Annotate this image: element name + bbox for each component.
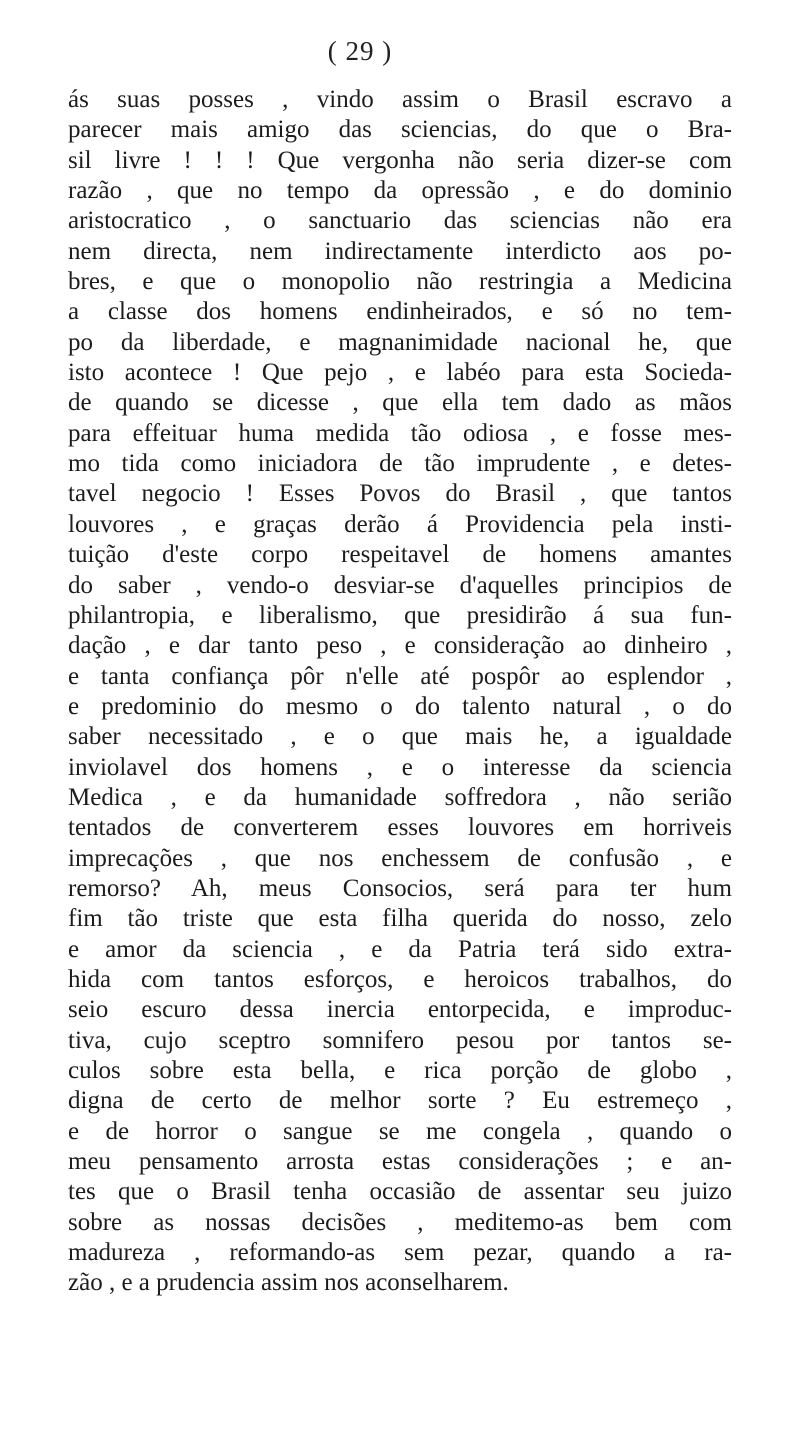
text-line: e predominio do mesmo o do talento natural , o do <box>68 692 732 720</box>
text-line: a classe dos homens endinheirados, e só no tem- <box>68 298 732 326</box>
text-line: louvores , e graças derão á Providencia pela insti- <box>68 510 732 538</box>
text-line: tavel negocio ! Esses Povos do Brasil , que tantos <box>68 480 732 508</box>
text-line: tiva, cujo sceptro somnifero pesou por tantos se- <box>68 1026 732 1054</box>
text-line: zão , e a prudencia assim nos aconselharem. <box>68 1269 509 1297</box>
text-line: do saber , vendo-o desviar-se d'aquelles principios de <box>68 571 732 599</box>
text-line: tuição d'este corpo respeitavel de homens amantes <box>68 541 732 569</box>
text-line: imprecações , que nos enchessem de confusão , e <box>68 844 732 872</box>
text-line: Medica , e da humanidade soffredora , não serião <box>68 783 732 811</box>
text-line: de quando se dicesse , que ella tem dado as mãos <box>68 389 732 417</box>
text-line: madureza , reformando-as sem pezar, quando a ra- <box>68 1239 732 1267</box>
text-line: po da liberdade, e magnanimidade nacional he, que <box>68 328 732 356</box>
text-line: e tanta confiança pôr n'elle até pospôr ao esplendor , <box>68 662 732 690</box>
text-line: hida com tantos esforços, e heroicos trabalhos, do <box>68 965 732 993</box>
text-line: mo tida como iniciadora de tão imprudente , e detes- <box>68 450 732 478</box>
text-line: tes que o Brasil tenha occasião de assentar seu juizo <box>68 1178 732 1206</box>
text-line: remorso? Ah, meus Consocios, será para ter hum <box>68 874 732 902</box>
text-line: sil livre ! ! ! Que vergonha não seria dizer-se com <box>68 146 732 174</box>
text-line: razão , que no tempo da opressão , e do dominio <box>68 177 732 205</box>
text-line: parecer mais amigo das sciencias, do que o Bra- <box>68 116 732 144</box>
text-line: philantropia, e liberalismo, que presidirão á sua fun- <box>68 601 732 629</box>
text-line: nem directa, nem indirectamente interdicto aos po- <box>68 237 732 265</box>
body-text <box>68 85 732 1299</box>
text-line: aristocratico , o sanctuario das sciencias não era <box>68 207 732 235</box>
text-line: digna de certo de melhor sorte ? Eu estremeço , <box>68 1087 732 1115</box>
text-line: fim tão triste que esta filha querida do nosso, zelo <box>68 905 732 933</box>
text-line: saber necessitado , e o que mais he, a igualdade <box>68 723 732 751</box>
page-number: ( 29 ) <box>327 36 393 66</box>
text-line: dação , e dar tanto peso , e consideração ao dinheiro , <box>68 632 732 660</box>
text-line: meu pensamento arrosta estas considerações ; e an- <box>68 1148 732 1176</box>
text-line: bres, e que o monopolio não restringia a Medicina <box>68 268 732 296</box>
text-line: tentados de converterem esses louvores em horriveis <box>68 814 732 842</box>
text-line: sobre as nossas decisões , meditemo-as bem com <box>68 1208 732 1236</box>
text-line: culos sobre esta bella, e rica porção de globo , <box>68 1057 732 1084</box>
text-line: e amor da sciencia , e da Patria terá sido extra- <box>68 935 732 963</box>
text-line: isto acontece ! Que pejo , e labéo para esta Socieda- <box>68 359 732 387</box>
text-line: para effeituar huma medida tão odiosa , e fosse mes- <box>68 419 732 447</box>
text-line: inviolavel dos homens , e o interesse da sciencia <box>68 753 732 781</box>
text-line: e de horror o sangue se me congela , quando o <box>68 1117 732 1145</box>
text-line: ás suas posses , vindo assim o Brasil escravo a <box>68 86 732 113</box>
text-line: seio escuro dessa inercia entorpecida, e improduc- <box>68 996 732 1024</box>
